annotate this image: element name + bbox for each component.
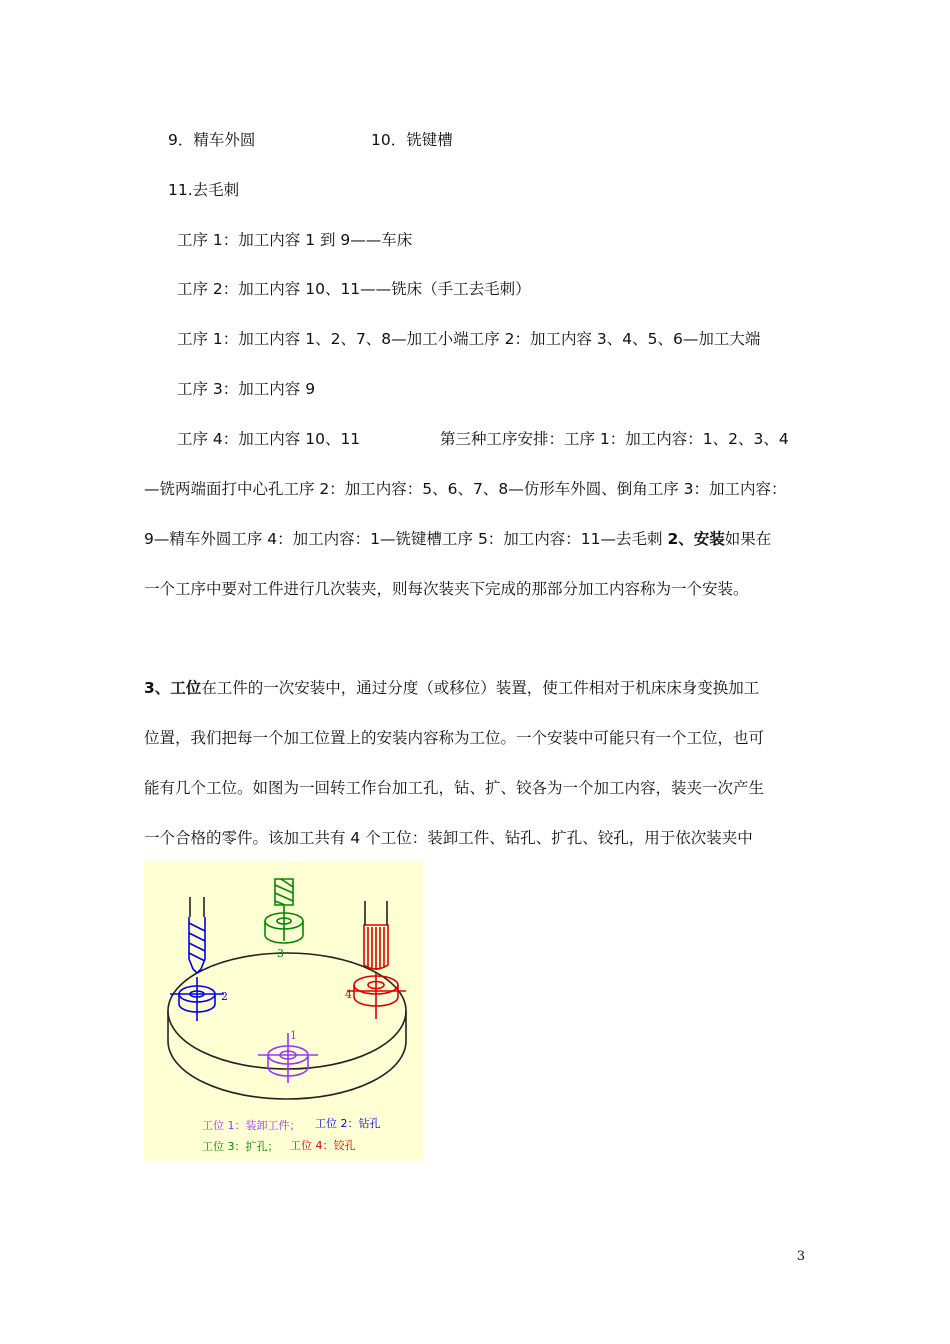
line-14: 一个合格的零件。该加工共有 4 个工位：装卸工件、钻孔、扩孔、铰孔，用于依次装夹中 [144, 829, 753, 847]
line-7a: 工序 4：加工内容 10、11 [177, 430, 361, 448]
line-6: 工序 3：加工内容 9 [177, 380, 316, 398]
line-1a: 9．精车外圆 [168, 131, 256, 149]
station-number-1: 1 [290, 1029, 297, 1042]
caption-station-1: 工位 1：装卸工件； [202, 1119, 301, 1132]
page-number: 3 [796, 1249, 805, 1264]
line-4: 工序 2：加工内容 10、11——铣床（手工去毛刺） [177, 280, 531, 298]
line-11-text: 在工件的一次安装中，通过分度（或移位）装置，使工件相对于机床床身变换加工 [201, 679, 760, 697]
station-2 [170, 917, 224, 1021]
line-2: 11.去毛刺 [168, 181, 240, 199]
station-1 [258, 1033, 318, 1083]
rotary-table-drawing [144, 861, 423, 1161]
caption-station-4: 工位 4：铰孔 [290, 1139, 356, 1152]
line-8: —铣两端面打中心孔工序 2：加工内容：5、6、7、8—仿形车外圆、倒角工序 3：加工内容： [144, 480, 787, 498]
line-1b: 10．铣键槽 [371, 131, 453, 149]
line-10: 一个工序中要对工件进行几次装夹，则每次装夹下完成的那部分加工内容称为一个安装。 [144, 580, 749, 598]
line-13: 能有几个工位。如图为一回转工作台加工孔，钻、扩、铰各为一个加工内容，装夹一次产生 [144, 779, 765, 797]
line-5: 工序 1：加工内容 1、2、7、8—加工小端工序 2：加工内容 3、4、5、6—加工大端 [177, 330, 761, 348]
line-12: 位置，我们把每一个加工位置上的安装内容称为工位。一个安装中可能只有一个工位，也可 [144, 729, 765, 747]
station-number-2: 2 [221, 990, 228, 1003]
heading-install: 2、安装 [667, 530, 725, 548]
line-11 [144, 678, 759, 698]
line-7b: 第三种工序安排：工序 1：加工内容：1、2、3、4 [440, 430, 789, 448]
line-9-text: 9—精车外圆工序 4：加工内容：1—铣键槽工序 5：加工内容：11—去毛刺 [144, 530, 668, 548]
station-number-4: 4 [345, 988, 352, 1001]
station-number-3: 3 [277, 947, 284, 960]
line-9 [144, 529, 771, 549]
caption-station-2: 工位 2：钻孔 [315, 1117, 381, 1130]
caption-station-3: 工位 3：扩孔； [202, 1140, 279, 1153]
station-3 [265, 879, 303, 943]
rotary-table-figure [144, 861, 423, 1161]
heading-station: 3、工位 [144, 679, 202, 697]
line-3: 工序 1：加工内容 1 到 9——车床 [177, 231, 413, 249]
line-9-tail: 如果在 [724, 530, 772, 548]
